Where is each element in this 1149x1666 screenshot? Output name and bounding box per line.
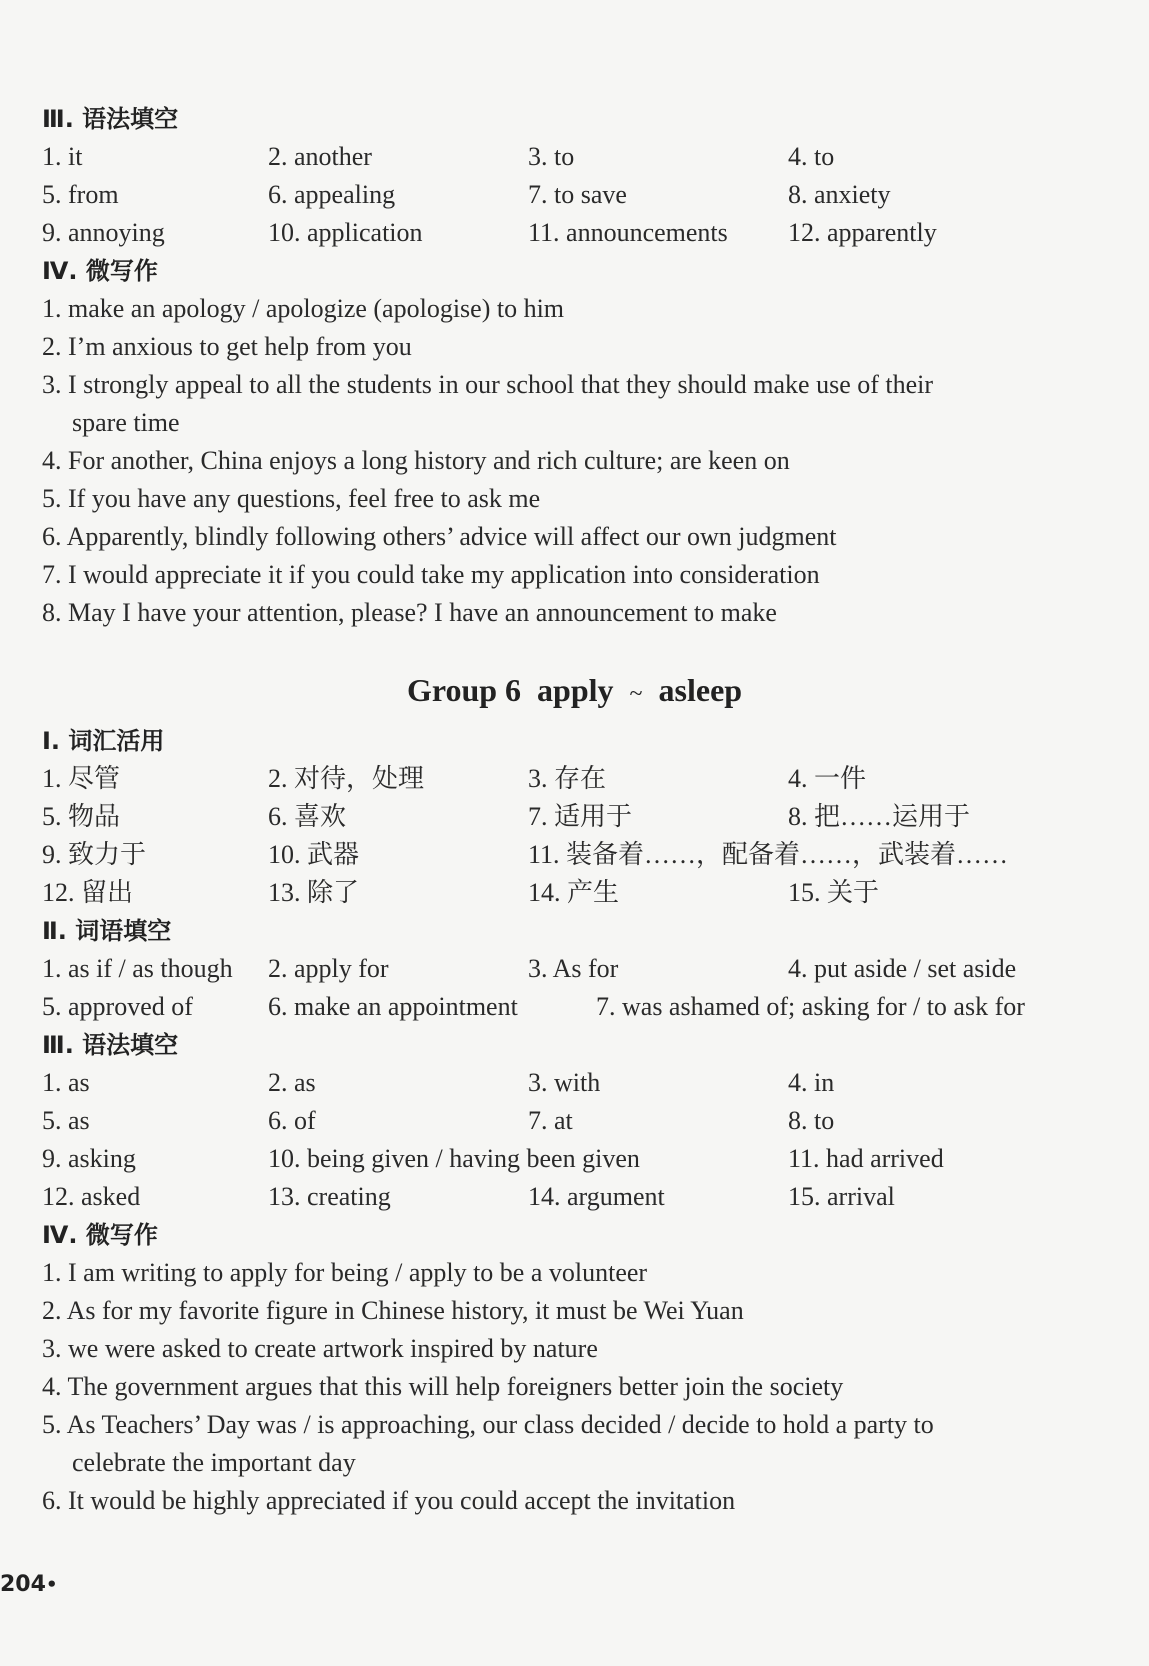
answer-item: 14. 产生 xyxy=(528,878,620,907)
page-number-text: 204 xyxy=(0,1572,46,1597)
writing-line: 3. we were asked to create artwork inspired by nature xyxy=(42,1334,598,1363)
section-heading: Ⅳ. 微写作 xyxy=(42,257,158,285)
writing-line: 6. It would be highly appreciated if you could accept the invitation xyxy=(42,1486,736,1515)
group-word-to: asleep xyxy=(658,672,743,708)
answer-item: 13. creating xyxy=(268,1182,391,1211)
answer-row xyxy=(42,214,1102,252)
answer-row xyxy=(42,1178,1102,1216)
answer-row xyxy=(42,836,1102,874)
section-b xyxy=(42,722,1102,1520)
answer-item: 2. 对待，处理 xyxy=(268,764,425,793)
answer-item: 15. 关于 xyxy=(788,878,880,907)
section-heading: Ⅰ. 词汇活用 xyxy=(42,727,165,755)
section-heading: Ⅲ. 语法填空 xyxy=(42,1031,179,1059)
section-a-grammar xyxy=(42,100,1102,632)
section-heading: Ⅳ. 微写作 xyxy=(42,1221,158,1249)
writing-line: 2. I’m anxious to get help from you xyxy=(42,332,412,361)
answer-item: 11. had arrived xyxy=(788,1144,944,1173)
answer-item: 4. in xyxy=(788,1068,835,1097)
answer-item: 6. make an appointment xyxy=(268,992,518,1021)
answer-item: 5. as xyxy=(42,1106,90,1135)
answer-item: 9. annoying xyxy=(42,218,165,247)
answer-item: 13. 除了 xyxy=(268,878,360,907)
writing-line: 4. The government argues that this will help foreigners better join the society xyxy=(42,1372,844,1401)
answer-item: 8. anxiety xyxy=(788,180,891,209)
group-separator: ~ xyxy=(629,681,643,707)
answer-item: 3. 存在 xyxy=(528,764,607,793)
answer-item: 4. to xyxy=(788,142,835,171)
answer-row xyxy=(42,988,1102,1026)
writing-line: 8. May I have your attention, please? I have an announcement to make xyxy=(42,598,777,627)
section-heading: Ⅲ. 语法填空 xyxy=(42,105,179,133)
writing-line-continued: spare time xyxy=(72,408,180,437)
answer-item: 1. it xyxy=(42,142,83,171)
answer-item: 7. at xyxy=(528,1106,573,1135)
answer-item: 5. 物品 xyxy=(42,802,121,831)
answer-item: 6. appealing xyxy=(268,180,396,209)
answer-item: 3. As for xyxy=(528,954,619,983)
writing-line: 4. For another, China enjoys a long history and rich culture; are keen on xyxy=(42,446,790,475)
answer-item: 9. asking xyxy=(42,1144,136,1173)
answer-item: 5. from xyxy=(42,180,119,209)
group-word-from: apply xyxy=(537,672,614,708)
answer-item: 12. 留出 xyxy=(42,878,134,907)
writing-line-continued: celebrate the important day xyxy=(72,1448,356,1477)
writing-line: 6. Apparently, blindly following others’ advice will affect our own judgment xyxy=(42,522,837,551)
page-number xyxy=(0,1572,57,1597)
answer-row xyxy=(42,138,1102,176)
answer-item: 3. to xyxy=(528,142,575,171)
group-label: Group 6 xyxy=(406,672,522,708)
answer-item: 4. 一件 xyxy=(788,764,867,793)
answer-item: 2. apply for xyxy=(268,954,389,983)
answer-item: 12. apparently xyxy=(788,218,937,247)
answer-item: 10. application xyxy=(268,218,423,247)
writing-line: 5. If you have any questions, feel free to ask me xyxy=(42,484,541,513)
section-heading: Ⅱ. 词语填空 xyxy=(42,917,172,945)
answer-item: 1. as xyxy=(42,1068,90,1097)
answer-item: 2. another xyxy=(268,142,372,171)
answer-item: 15. arrival xyxy=(788,1182,895,1211)
answer-item: 5. approved of xyxy=(42,992,193,1021)
answer-row xyxy=(42,950,1102,988)
answer-item: 7. to save xyxy=(528,180,627,209)
answer-item: 1. as if / as though xyxy=(42,954,233,983)
answer-row xyxy=(42,1102,1102,1140)
writing-line: 5. As Teachers’ Day was / is approaching, our class decided / decide to hold a party to xyxy=(42,1410,934,1439)
writing-line: 1. make an apology / apologize (apologise) to him xyxy=(42,294,565,323)
answer-row xyxy=(42,1140,1102,1178)
answer-item: 9. 致力于 xyxy=(42,840,147,869)
answer-row xyxy=(42,1064,1102,1102)
answer-item: 6. 喜欢 xyxy=(268,802,347,831)
answer-item: 8. to xyxy=(788,1106,835,1135)
page-number-dot: • xyxy=(45,1574,58,1596)
answer-item: 3. with xyxy=(528,1068,601,1097)
answer-item: 14. argument xyxy=(528,1182,665,1211)
answer-item: 2. as xyxy=(268,1068,316,1097)
answer-item: 10. being given / having been given xyxy=(268,1144,640,1173)
answer-row xyxy=(42,874,1102,912)
answer-item: 7. 适用于 xyxy=(528,802,633,831)
answer-item: 1. 尽管 xyxy=(42,764,121,793)
answer-item: 12. asked xyxy=(42,1182,141,1211)
writing-line: 7. I would appreciate it if you could take my application into consideration xyxy=(42,560,820,589)
answer-item: 8. 把……运用于 xyxy=(788,802,971,831)
writing-line: 3. I strongly appeal to all the students in our school that they should make use of their xyxy=(42,370,934,399)
answer-item: 4. put aside / set aside xyxy=(788,954,1017,983)
answer-item: 6. of xyxy=(268,1106,316,1135)
group-title xyxy=(0,668,1149,716)
writing-line: 1. I am writing to apply for being / apply to be a volunteer xyxy=(42,1258,648,1287)
answer-item: 10. 武器 xyxy=(268,840,360,869)
answer-item: 11. announcements xyxy=(528,218,728,247)
answer-row xyxy=(42,798,1102,836)
writing-line: 2. As for my favorite figure in Chinese history, it must be Wei Yuan xyxy=(42,1296,744,1325)
answer-row xyxy=(42,760,1102,798)
answer-item: 7. was ashamed of; asking for / to ask for xyxy=(596,992,1025,1021)
answer-item: 11. 装备着……，配备着……，武装着…… xyxy=(528,840,1009,869)
answer-row xyxy=(42,176,1102,214)
